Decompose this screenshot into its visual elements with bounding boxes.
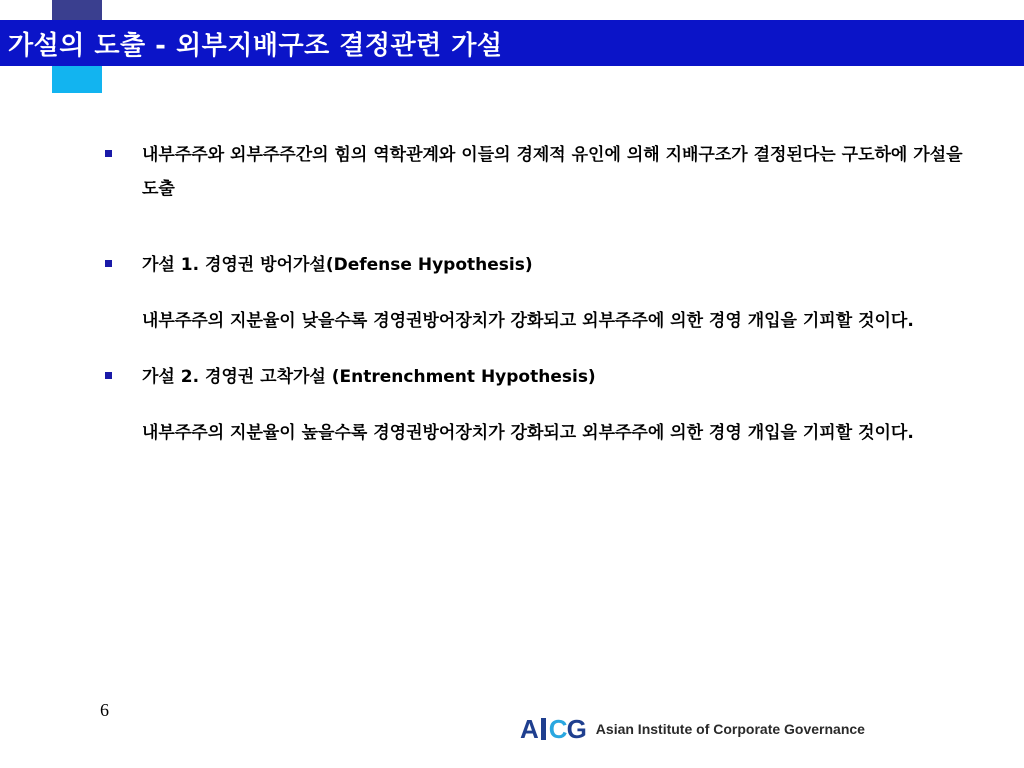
slide-title: 가설의 도출 - 외부지배구조 결정관련 가설 <box>8 30 503 61</box>
slide-content <box>100 138 980 450</box>
decorative-square-cyan <box>52 66 102 93</box>
decorative-square-dark <box>52 0 102 20</box>
institute-name: Asian Institute of Corporate Governance <box>595 721 865 737</box>
aicg-logo <box>520 712 865 746</box>
bullet-text: 내부주주와 외부주주간의 힘의 역학관계와 이들의 경제적 유인에 의해 지배구조가 결정된다는 구도하에 가설을 도출 <box>142 145 963 199</box>
hypothesis-detail: 내부주주의 지분율이 높을수록 경영권방어장치가 강화되고 외부주주에 의한 경영 개입을 기피할 것이다. <box>142 423 914 443</box>
square-bullet-icon <box>105 260 112 267</box>
title-bar <box>0 20 1024 66</box>
aicg-logo-mark: A C G <box>520 713 586 744</box>
square-bullet-icon <box>105 372 112 379</box>
bullet-text: 가설 2. 경영권 고착가설 (Entrenchment Hypothesis) <box>142 367 596 387</box>
square-bullet-icon <box>105 150 112 157</box>
bullet-item <box>100 360 980 394</box>
page-number: 6 <box>100 700 109 720</box>
bullet-item <box>100 138 980 206</box>
hypothesis-detail: 내부주주의 지분율이 낮을수록 경영권방어장치가 강화되고 외부주주에 의한 경영 개입을 기피할 것이다. <box>142 311 914 331</box>
bullet-text: 가설 1. 경영권 방어가설(Defense Hypothesis) <box>142 255 533 275</box>
bullet-item <box>100 248 980 282</box>
